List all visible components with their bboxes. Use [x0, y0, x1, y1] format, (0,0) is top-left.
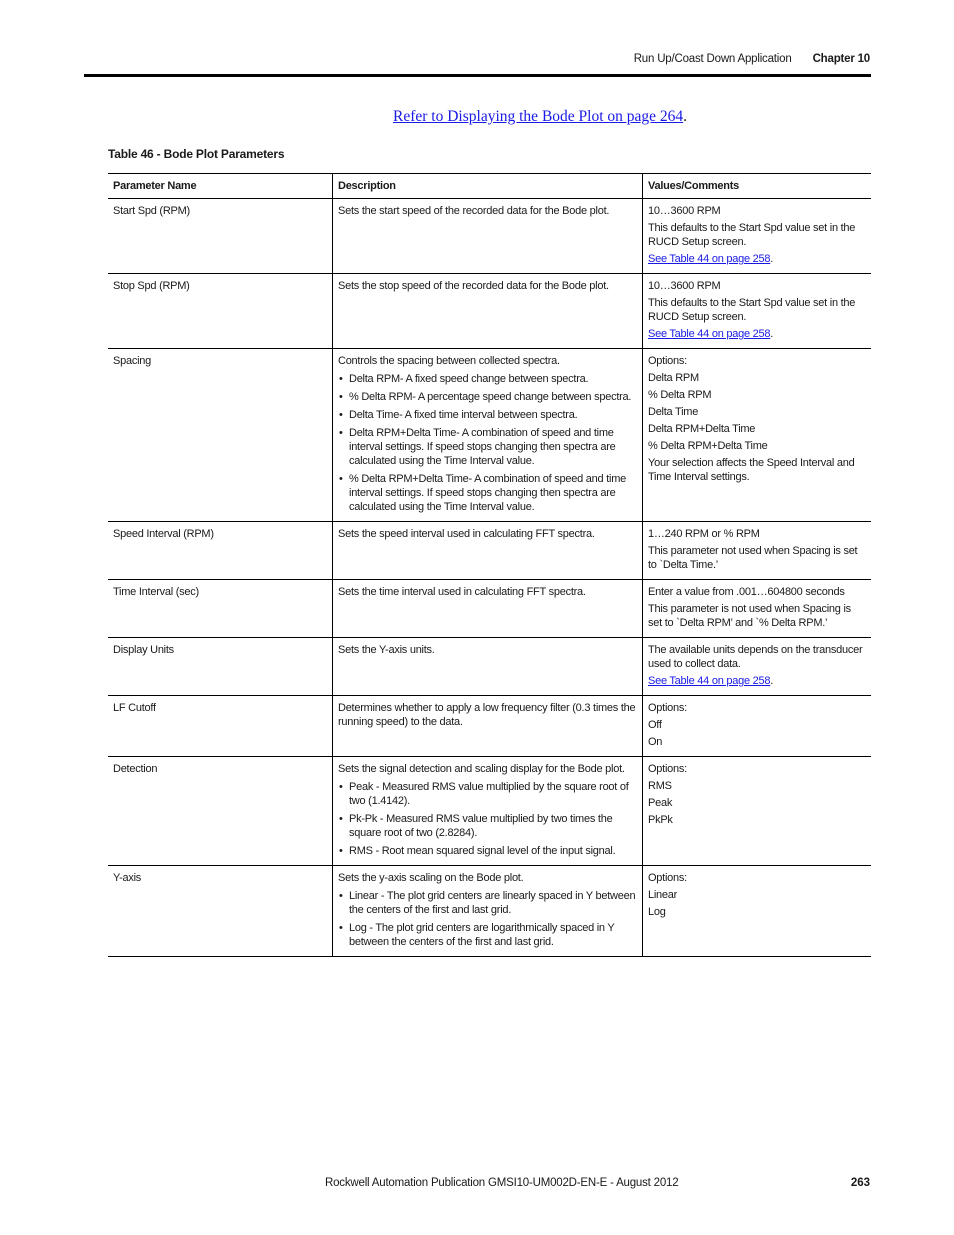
- value-line: RMS: [648, 780, 672, 792]
- value-line: This defaults to the Start Spd value set in the RUCD Setup screen.: [648, 222, 856, 248]
- see-table-44-link[interactable]: See Table 44 on page 258: [648, 675, 771, 687]
- table-row: [108, 349, 871, 522]
- description-cell: [333, 349, 643, 522]
- description-text: Sets the y-axis scaling on the Bode plot.: [338, 872, 524, 884]
- values-comments-cell: [643, 866, 872, 957]
- footer-publication: Rockwell Automation Publication GMSI10-UM002D-EN-E - August 2012: [325, 1177, 679, 1189]
- value-line: Linear: [648, 889, 678, 901]
- values-comments-cell: [643, 349, 872, 522]
- cross-reference-suffix: .: [770, 253, 774, 265]
- value-line: Your selection affects the Speed Interval and Time Interval settings.: [648, 457, 855, 483]
- value-line: Options:: [648, 355, 687, 367]
- see-table-44-link[interactable]: See Table 44 on page 258: [648, 253, 771, 265]
- parameter-name-cell: Detection: [113, 763, 158, 775]
- header-chapter-label: Chapter 10: [812, 53, 870, 65]
- description-bullet-list: [338, 780, 637, 858]
- description-cell: [333, 199, 643, 274]
- values-comments-cell: [643, 580, 872, 638]
- table-row: [108, 199, 871, 274]
- values-comments-cell: [643, 696, 872, 757]
- bode-plot-reference-link[interactable]: Refer to Displaying the Bode Plot on page 264: [393, 108, 684, 125]
- description-bullet-item: • Peak - Measured RMS value multiplied by the square root of two (1.4142).: [338, 780, 637, 808]
- description-bullet-item: • Log - The plot grid centers are logarithmically spaced in Y between the centers of the first and last grid.: [338, 921, 637, 949]
- value-line: PkPk: [648, 814, 673, 826]
- table-row: [108, 638, 871, 696]
- description-cell: [333, 274, 643, 349]
- table-row: [108, 757, 871, 866]
- value-line: % Delta RPM+Delta Time: [648, 440, 768, 452]
- description-bullet-item: • Delta RPM+Delta Time- A combination of speed and time interval settings. If speed stops changing then spectra are calculated using the Time Interval value.: [338, 426, 637, 468]
- header-rule: [84, 74, 871, 77]
- description-bullet-item: • Linear - The plot grid centers are linearly spaced in Y between the centers of the first and last grid.: [338, 889, 637, 917]
- value-line: Delta RPM: [648, 372, 699, 384]
- description-bullet-item: • Delta Time- A fixed time interval between spectra.: [338, 408, 637, 422]
- value-line: Options:: [648, 763, 687, 775]
- value-line: This parameter not used when Spacing is set to `Delta Time.’: [648, 545, 858, 571]
- column-header-values-comments: Values/Comments: [643, 174, 872, 199]
- description-text: Sets the Y-axis units.: [338, 644, 435, 656]
- table-header-row: [108, 174, 871, 199]
- value-line: On: [648, 736, 663, 748]
- value-line: This defaults to the Start Spd value set in the RUCD Setup screen.: [648, 297, 856, 323]
- cross-reference-suffix: .: [770, 675, 774, 687]
- description-bullet-list: [338, 889, 637, 949]
- value-line: 10…3600 RPM: [648, 280, 721, 292]
- value-line: The available units depends on the transducer used to collect data.: [648, 644, 863, 670]
- values-comments-cell: [643, 274, 872, 349]
- description-text: Sets the time interval used in calculating FFT spectra.: [338, 586, 586, 598]
- description-cell: [333, 522, 643, 580]
- parameter-name-cell: Speed Interval (RPM): [113, 528, 214, 540]
- value-line: Options:: [648, 872, 687, 884]
- description-text: Sets the speed interval used in calculating FFT spectra.: [338, 528, 595, 540]
- value-line: 1…240 RPM or % RPM: [648, 528, 760, 540]
- description-text: Sets the signal detection and scaling display for the Bode plot.: [338, 763, 625, 775]
- value-line: Options:: [648, 702, 687, 714]
- table-row: [108, 522, 871, 580]
- values-comments-cell: [643, 199, 872, 274]
- parameter-name-cell: Spacing: [113, 355, 152, 367]
- parameter-name-cell: Display Units: [113, 644, 174, 656]
- cross-reference-line: [648, 327, 866, 341]
- column-header-description: Description: [333, 174, 643, 199]
- description-bullet-item: • % Delta RPM+Delta Time- A combination of speed and time interval settings. If speed stops changing then spectra are calculated using the Time Interval value.: [338, 472, 637, 514]
- description-cell: [333, 638, 643, 696]
- table-row: [108, 580, 871, 638]
- description-bullet-item: • Delta RPM- A fixed speed change between spectra.: [338, 372, 637, 386]
- table-caption: Table 46 - Bode Plot Parameters: [108, 147, 285, 161]
- table-row: [108, 696, 871, 757]
- column-header-parameter-name: Parameter Name: [113, 180, 197, 192]
- description-bullet-item: • Pk-Pk - Measured RMS value multiplied by two times the square root of two (2.8284).: [338, 812, 637, 840]
- description-text: Determines whether to apply a low frequency filter (0.3 times the running speed) to the data.: [338, 702, 636, 728]
- parameter-name-cell: LF Cutoff: [113, 702, 156, 714]
- value-line: Delta Time: [648, 406, 699, 418]
- values-comments-cell: [643, 757, 872, 866]
- description-cell: [333, 866, 643, 957]
- parameter-name-cell: Start Spd (RPM): [113, 205, 190, 217]
- description-cell: [333, 580, 643, 638]
- description-cell: [333, 757, 643, 866]
- cross-reference-line: [648, 252, 866, 266]
- description-bullet-list: [338, 372, 637, 514]
- values-comments-cell: [643, 638, 872, 696]
- description-text: Sets the stop speed of the recorded data for the Bode plot.: [338, 280, 609, 292]
- value-line: Enter a value from .001…604800 seconds: [648, 586, 845, 598]
- value-line: Delta RPM+Delta Time: [648, 423, 756, 435]
- value-line: Peak: [648, 797, 673, 809]
- description-cell: [333, 696, 643, 757]
- cross-reference-line: [648, 674, 866, 688]
- value-line: 10…3600 RPM: [648, 205, 721, 217]
- values-comments-cell: [643, 522, 872, 580]
- parameter-name-cell: Stop Spd (RPM): [113, 280, 190, 292]
- value-line: Off: [648, 719, 662, 731]
- description-bullet-item: • RMS - Root mean squared signal level of the input signal.: [338, 844, 637, 858]
- header-section-title: Run Up/Coast Down Application: [633, 53, 792, 65]
- reference-line: [393, 108, 687, 126]
- see-table-44-link[interactable]: See Table 44 on page 258: [648, 328, 771, 340]
- description-text: Sets the start speed of the recorded data for the Bode plot.: [338, 205, 610, 217]
- value-line: Log: [648, 906, 666, 918]
- table-row: [108, 866, 871, 957]
- bode-plot-parameters-table: [108, 173, 871, 957]
- description-bullet-item: • % Delta RPM- A percentage speed change between spectra.: [338, 390, 637, 404]
- running-header: [634, 53, 870, 65]
- value-line: This parameter is not used when Spacing is set to `Delta RPM’ and `% Delta RPM.’: [648, 603, 851, 629]
- description-text: Controls the spacing between collected spectra.: [338, 355, 560, 367]
- cross-reference-suffix: .: [770, 328, 774, 340]
- parameter-name-cell: Time Interval (sec): [113, 586, 199, 598]
- parameter-name-cell: Y-axis: [113, 872, 142, 884]
- value-line: % Delta RPM: [648, 389, 712, 401]
- page-number: 263: [850, 1177, 870, 1189]
- reference-suffix: .: [683, 108, 688, 125]
- table-row: [108, 274, 871, 349]
